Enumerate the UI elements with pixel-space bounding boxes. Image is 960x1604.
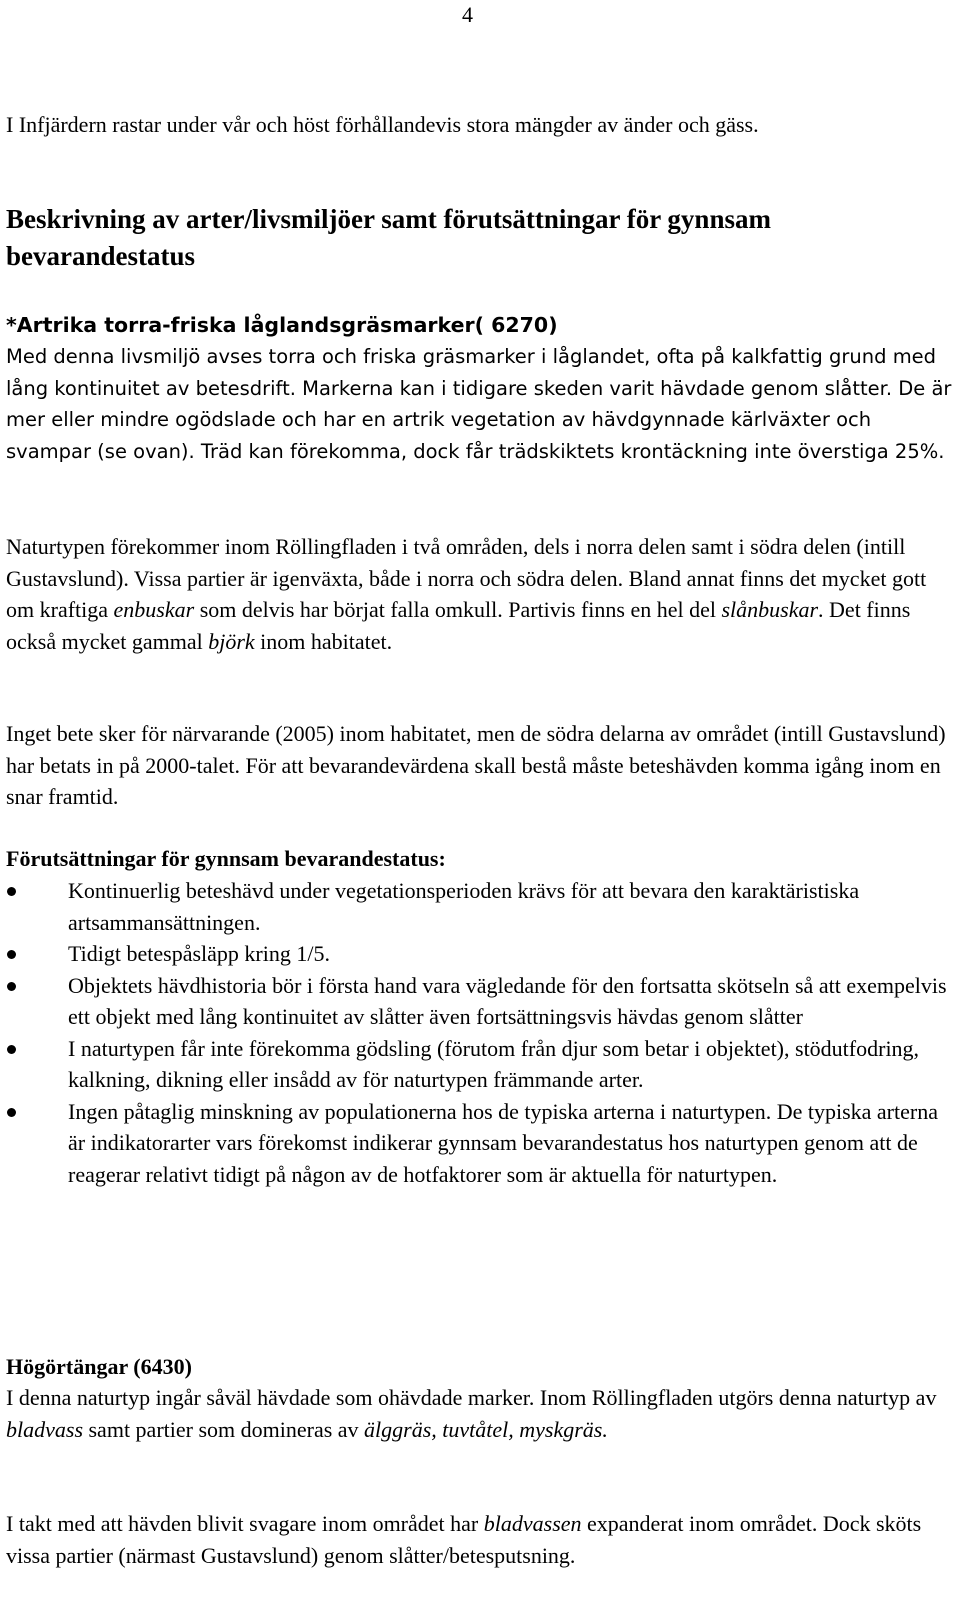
habitat2-title: Högörtängar (6430) [6, 1354, 192, 1379]
species-bjork: björk [208, 628, 255, 654]
bullet-icon [7, 1045, 16, 1054]
conditions-heading: Förutsättningar för gynnsam bevarandestatus: [6, 846, 446, 871]
species-slanbuskar: slånbuskar [721, 597, 819, 622]
page-number: 4 [462, 2, 473, 27]
habitat1-grazing-paragraph: Inget bete sker för närvarande (2005) inom habitatet, men de södra delarna av området (intill Gustavslund) har betats in på 2000-talet. För att bevarandevärdena skall bestå måste beteshävden komma igång inom en snar framtid. [6, 721, 946, 809]
intro-paragraph: I Infjärdern rastar under vår och höst förhållandevis stora mängder av änder och gäss. [6, 112, 759, 137]
list-item: I naturtypen får inte förekomma gödsling (förutom från djur som betar i objektet), stödutfodring, kalkning, dikning eller insådd av för naturtypen främmande arter. [0, 1033, 954, 1096]
list-item: Kontinuerlig beteshävd under vegetationsperioden krävs för att bevara den karaktäristiska artsammansättningen. [0, 875, 954, 938]
bullet-icon [7, 982, 16, 991]
bullet-icon [7, 1108, 16, 1117]
species-enbuskar: enbuskar [113, 597, 195, 622]
bullet-icon [7, 950, 16, 959]
species-list: älggräs, tuvtåtel, myskgräs. [364, 1416, 608, 1442]
habitat2-paragraph-1: I denna naturtyp ingår såväl hävdade som ohävdade marker. Inom Röllingfladen utgörs denna naturtyp av bladvass samt partier som domineras av älggräs, tuvtåtel, myskgräs. [6, 1385, 937, 1442]
section-heading: Beskrivning av arter/livsmiljöer samt förutsättningar för gynnsam bevarandestatus [6, 204, 771, 271]
species-bladvassen: bladvassen [483, 1511, 582, 1536]
bullet-icon [7, 887, 16, 896]
list-item: Objektets hävdhistoria bör i första hand vara vägledande för den fortsatta skötseln så att exempelvis ett objekt med lång kontinuitet av slåtter även fortsättningsvis hävdas genom slåtter [0, 970, 954, 1033]
list-item: Ingen påtaglig minskning av populationerna hos de typiska arterna i naturtypen. De typiska arterna är indikatorarter vars förekomst indikerar gynnsam bevarandestatus hos naturtypen genom att de reagerar relativt tidigt på någon av de hotfaktorer som är aktuella för naturtypen. [0, 1096, 954, 1191]
list-item: Tidigt betespåsläpp kring 1/5. [0, 938, 954, 970]
habitat1-occurrence-paragraph: Naturtypen förekommer inom Röllingfladen i två områden, dels i norra delen samt i södra delen (intill Gustavslund). Vissa partier är igenväxta, både i norra och södra delen. Bland annat finns det mycket gott om kraftiga enbuskar som delvis har börjat falla omkull. Partivis finns en hel del slånbuskar. Det finns också mycket gammal björk inom habitatet. [6, 534, 927, 654]
habitat1-title: *Artrika torra-friska låglandsgräsmarker( 6270) [6, 313, 558, 337]
conditions-list [0, 875, 954, 1190]
species-bladvass: bladvass [6, 1416, 83, 1442]
habitat1-description: Med denna livsmiljö avses torra och friska gräsmarker i låglandet, ofta på kalkfattig grund med lång kontinuitet av betesdrift. Markerna kan i tidigare skeden varit hävdade genom slåtter. De är mer eller mindre ogödslade och har en artrik vegetation av hävdgynnade kärlväxter och svampar (se ovan). Träd kan förekomma, dock får trädskiktets krontäckning inte överstiga 25%. [6, 345, 952, 463]
habitat2-paragraph-2: I takt med att hävden blivit svagare inom området har bladvassen expanderat inom området. Dock sköts vissa partier (närmast Gustavslund) genom slåtter/betesputsning. [6, 1511, 922, 1568]
